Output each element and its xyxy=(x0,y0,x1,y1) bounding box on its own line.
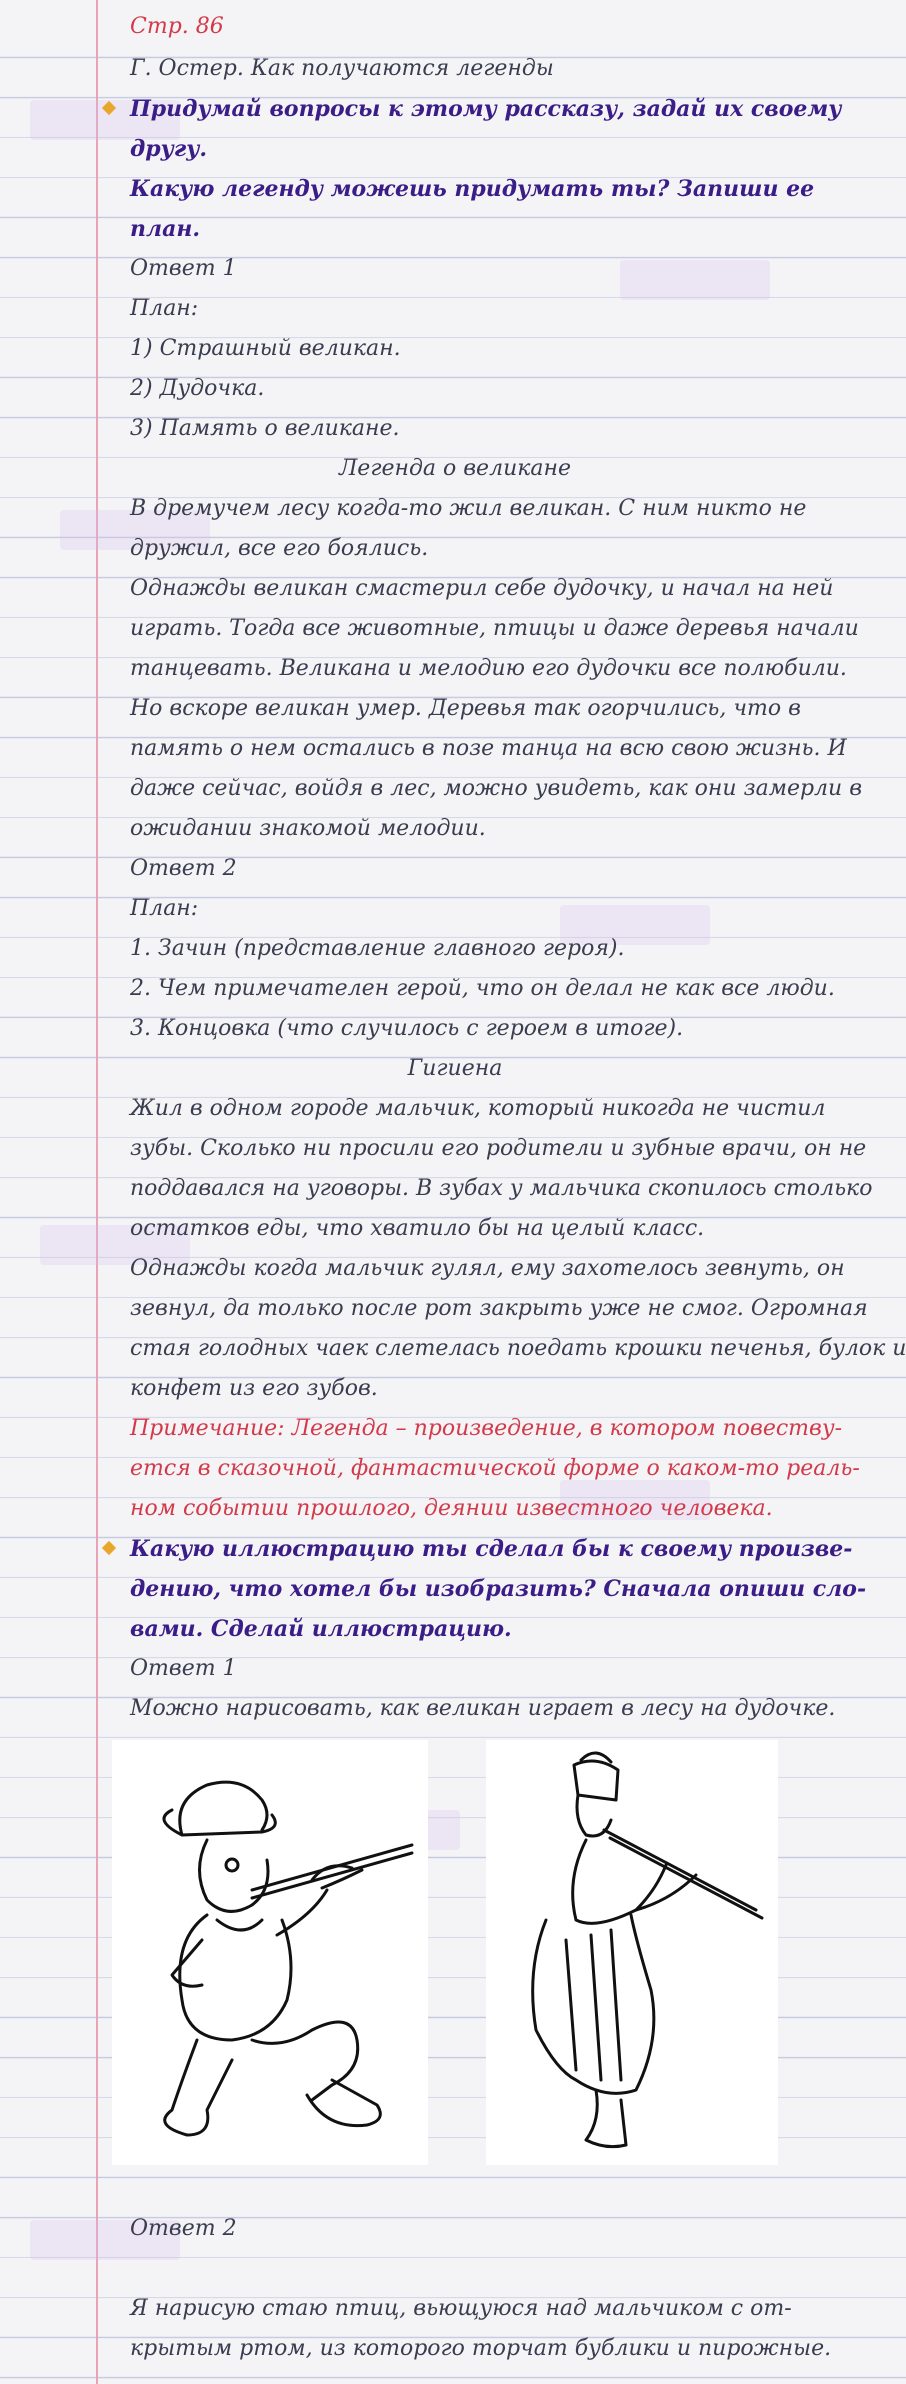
story-line: зевнул, да только после рот закрыть уже не смог. Огромная xyxy=(130,1296,868,1321)
answer-text: Можно нарисовать, как великан играет в лесу на дудочке. xyxy=(130,1696,836,1721)
task-text: другу. xyxy=(130,136,208,162)
task-text: вами. Сделай иллюстрацию. xyxy=(130,1616,512,1642)
margin-line xyxy=(96,0,98,2384)
story-line: ожидании знакомой мелодии. xyxy=(130,816,486,841)
answer-heading: Ответ 2 xyxy=(130,856,237,881)
story-line: Жил в одном городе мальчик, который никогда не чистил xyxy=(130,1096,826,1121)
task-text: Какую иллюстрацию ты сделал бы к своему произве- xyxy=(130,1536,853,1562)
story-line: Однажды когда мальчик гулял, ему захотелось зевнуть, он xyxy=(130,1256,845,1281)
note-line: ном событии прошлого, деянии известного человека. xyxy=(130,1496,773,1521)
story-line: поддавался на уговоры. В зубах у мальчика скопилось столько xyxy=(130,1176,873,1201)
story-line: дружил, все его боялись. xyxy=(130,536,429,561)
task-text: дению, что хотел бы изобразить? Сначала опиши сло- xyxy=(130,1576,867,1602)
book-title: Г. Остер. Как получаются легенды xyxy=(130,56,554,81)
answer-text: крытым ртом, из которого торчат бублики и пирожные. xyxy=(130,2336,832,2361)
story-line: остатков еды, что хватило бы на целый класс. xyxy=(130,1216,705,1241)
story-title: Легенда о великане xyxy=(338,456,572,481)
answer-heading: Ответ 2 xyxy=(130,2216,237,2241)
task-text: Какую легенду можешь придумать ты? Запиши ее xyxy=(130,176,815,202)
story-line: танцевать. Великана и мелодию его дудочки все полюбили. xyxy=(130,656,847,681)
story-line: Но вскоре великан умер. Деревья так огорчились, что в xyxy=(130,696,801,721)
story-line: память о нем остались в позе танца на всю свою жизнь. И xyxy=(130,736,847,761)
story-line: Однажды великан смастерил себе дудочку, и начал на ней xyxy=(130,576,834,601)
plan-item: 3) Память о великане. xyxy=(130,416,400,441)
plan-item: 1. Зачин (представление главного героя). xyxy=(130,936,625,961)
story-line: играть. Тогда все животные, птицы и даже деревья начали xyxy=(130,616,859,641)
illustration-giant-with-pipe xyxy=(112,1740,428,2165)
note-line: Примечание: Легенда – произведение, в котором повеству- xyxy=(130,1416,843,1441)
plan-item: 1) Страшный великан. xyxy=(130,336,401,361)
piper-drawing-icon xyxy=(112,1740,428,2165)
story-line: стая голодных чаек слетелась поедать крошки печенья, булок и xyxy=(130,1336,906,1361)
plan-label: План: xyxy=(130,296,199,321)
story-line: В дремучем лесу когда-то жил великан. С ним никто не xyxy=(130,496,807,521)
story-title: Гигиена xyxy=(407,1056,503,1081)
answer-text: Я нарисую стаю птиц, вьющуюся над мальчиком с от- xyxy=(130,2296,792,2321)
answer-heading: Ответ 1 xyxy=(130,1656,237,1681)
answer-heading: Ответ 1 xyxy=(130,256,237,281)
plan-label: План: xyxy=(130,896,199,921)
flutist-drawing-icon xyxy=(486,1740,778,2165)
story-line: конфет из его зубов. xyxy=(130,1376,378,1401)
plan-item: 2) Дудочка. xyxy=(130,376,265,401)
story-line: даже сейчас, войдя в лес, можно увидеть, как они замерли в xyxy=(130,776,863,801)
story-line: зубы. Сколько ни просили его родители и зубные врачи, он не xyxy=(130,1136,867,1161)
task-bullet-icon xyxy=(102,1541,116,1555)
page-number: Стр. 86 xyxy=(130,14,224,39)
task-text: Придумай вопросы к этому рассказу, задай их своему xyxy=(130,96,842,122)
task-text: план. xyxy=(130,216,201,242)
plan-item: 2. Чем примечателен герой, что он делал не как все люди. xyxy=(130,976,835,1001)
plan-item: 3. Концовка (что случилось с героем в итоге). xyxy=(130,1016,684,1041)
note-line: ется в сказочной, фантастической форме о каком-то реаль- xyxy=(130,1456,860,1481)
illustration-ancient-flutist xyxy=(486,1740,778,2165)
